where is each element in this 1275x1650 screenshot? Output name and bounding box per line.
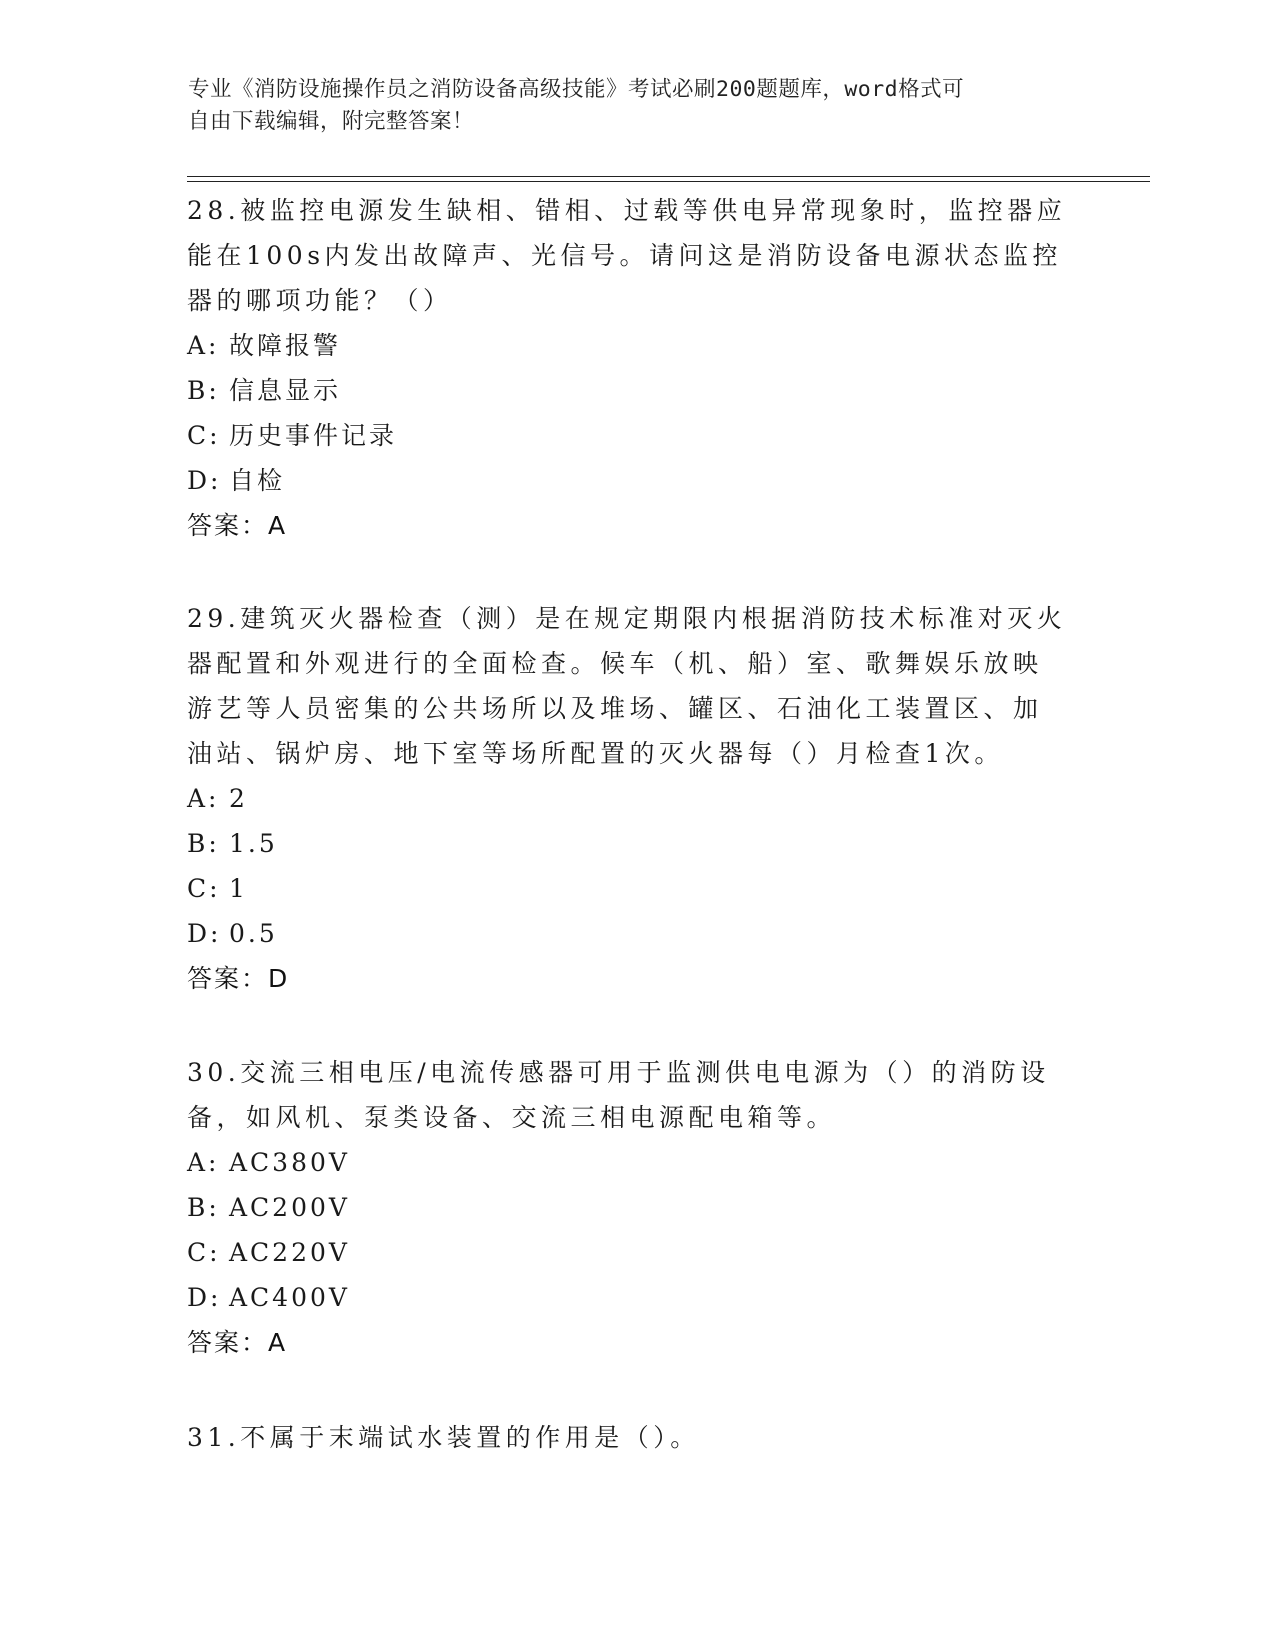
question-text: 29.建筑灭火器检查（测）是在规定期限内根据消防技术标准对灭火器配置和外观进行的全面检查。候车（机、船）室、歌舞娱乐放映游艺等人员密集的公共场所以及堆场、罐区、石油化工装置区、加油站、锅炉房、地下室等场所配置的灭火器每（）月检查1次。 bbox=[187, 604, 1067, 768]
question-29 bbox=[187, 596, 1067, 1001]
question-30 bbox=[187, 1050, 1067, 1365]
option-letter: C: bbox=[187, 421, 221, 450]
option-text: 0.5 bbox=[229, 919, 278, 948]
answer-line: 答案：D bbox=[187, 964, 290, 993]
option-letter: A: bbox=[187, 1148, 220, 1177]
option-text: 历史事件记录 bbox=[229, 421, 398, 450]
option-letter: D: bbox=[187, 1283, 222, 1312]
option-a bbox=[187, 776, 1067, 821]
header-line-1: 专业《消防设施操作员之消防设备高级技能》考试必刷200题题库，word格式可 bbox=[188, 77, 965, 102]
option-letter: B: bbox=[187, 829, 220, 858]
option-c bbox=[187, 413, 1067, 458]
option-letter: B: bbox=[187, 376, 220, 405]
option-text: 2 bbox=[229, 784, 248, 813]
option-letter: A: bbox=[187, 331, 220, 360]
question-31 bbox=[187, 1415, 1067, 1460]
option-b bbox=[187, 368, 1067, 413]
question-text: 30.交流三相电压/电流传感器可用于监测供电电源为（）的消防设备，如风机、泵类设备、交流三相电源配电箱等。 bbox=[187, 1058, 1050, 1132]
document-header bbox=[188, 74, 1068, 138]
option-letter: C: bbox=[187, 1238, 221, 1267]
question-text: 28.被监控电源发生缺相、错相、过载等供电异常现象时，监控器应能在100s内发出故障声、光信号。请问这是消防设备电源状态监控器的哪项功能？（） bbox=[187, 196, 1067, 315]
option-text: AC200V bbox=[229, 1193, 350, 1222]
answer-line: 答案：A bbox=[187, 511, 288, 540]
header-divider-top bbox=[187, 176, 1150, 177]
option-text: 信息显示 bbox=[229, 376, 342, 405]
option-text: 故障报警 bbox=[229, 331, 342, 360]
option-a bbox=[187, 323, 1067, 368]
option-text: 自检 bbox=[229, 466, 286, 495]
question-28 bbox=[187, 188, 1067, 548]
option-text: AC400V bbox=[229, 1283, 350, 1312]
header-divider-bottom bbox=[187, 181, 1150, 182]
option-c bbox=[187, 866, 1067, 911]
option-a bbox=[187, 1140, 1067, 1185]
option-letter: B: bbox=[187, 1193, 220, 1222]
option-text: AC380V bbox=[229, 1148, 350, 1177]
option-d bbox=[187, 911, 1067, 956]
option-b bbox=[187, 1185, 1067, 1230]
option-letter: D: bbox=[187, 466, 222, 495]
question-text: 31.不属于末端试水装置的作用是（）。 bbox=[187, 1423, 700, 1452]
option-letter: A: bbox=[187, 784, 220, 813]
option-d bbox=[187, 1275, 1067, 1320]
option-text: AC220V bbox=[229, 1238, 350, 1267]
option-text: 1.5 bbox=[229, 829, 278, 858]
option-d bbox=[187, 458, 1067, 503]
answer-line: 答案：A bbox=[187, 1328, 288, 1357]
option-c bbox=[187, 1230, 1067, 1275]
option-text: 1 bbox=[229, 874, 248, 903]
option-letter: C: bbox=[187, 874, 221, 903]
header-line-2: 自由下载编辑，附完整答案！ bbox=[188, 109, 475, 134]
option-b bbox=[187, 821, 1067, 866]
option-letter: D: bbox=[187, 919, 222, 948]
